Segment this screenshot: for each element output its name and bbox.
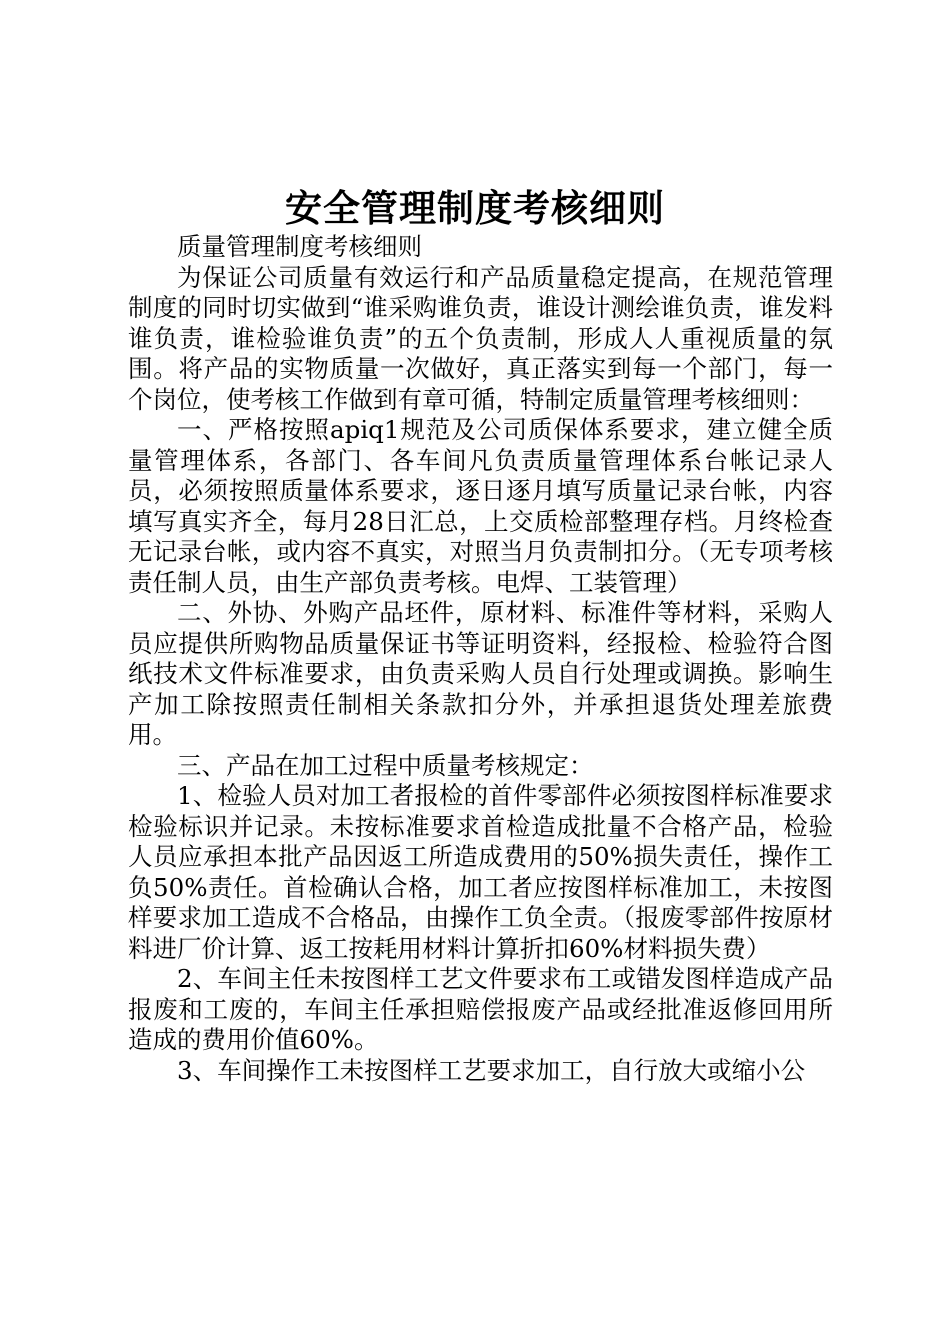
clause-3-heading: 三、产品在加工过程中质量考核规定： [177,750,594,780]
clause-1-paragraph: 一、严格按照apiq1规范及公司质保体系要求，建立健全质量管理体系，各部门、各车间凡负责质量管理体系台帐记录人员，必须按照质量体系要求，逐日逐月填写质量记录台帐，内容填写真实齐全，每月28日汇总，上交质检部整理存档。月终检查无记录台帐，或内容不真实，对照当月负责制扣分。（无专项考核责任制人员，由生产部负责考核。电焊、工装管理） [128,415,833,597]
clause-2-paragraph: 二、外协、外购产品坯件，原材料、标准件等材料，采购人员应提供所购物品质量保证书等证明资料，经报检、检验符合图纸技术文件标准要求，由负责采购人员自行处理或调换。影响生产加工除按照责任制相关条款扣分外，并承担退货处理差旅费用。 [128,598,833,749]
document-title: 安全管理制度考核细则 [285,187,665,230]
document-body [128,232,833,1086]
intro-paragraph: 为保证公司质量有效运行和产品质量稳定提高，在规范管理制度的同时切实做到“谁采购谁负责，谁设计测绘谁负责，谁发料谁负责，谁检验谁负责”的五个负责制，形成人人重视质量的氛围。将产品的实物质量一次做好，真正落实到每一个部门，每一个岗位，使考核工作做到有章可循，特制定质量管理考核细则： [128,262,833,414]
clause-3-item-3: 3、车间操作工未按图样工艺要求加工，自行放大或缩小公 [177,1055,806,1085]
clause-3-item-2: 2、车间主任未按图样工艺文件要求布工或错发图样造成产品报废和工废的，车间主任承担赔偿报废产品或经批准返修回用所造成的费用价值60%。 [128,964,833,1054]
clause-3-item-1: 1、检验人员对加工者报检的首件零部件必须按图样标准要求检验标识并记录。未按标准要求首检造成批量不合格产品，检验人员应承担本批产品因返工所造成费用的50%损失责任，操作工负50%责任。首检确认合格，加工者应按图样标准加工，未按图样要求加工造成不合格品，由操作工负全责。（报废零部件按原材料进厂价计算、返工按耗用材料计算折扣60%材料损失费） [128,781,833,963]
subtitle-paragraph: 质量管理制度考核细则 [177,232,422,261]
